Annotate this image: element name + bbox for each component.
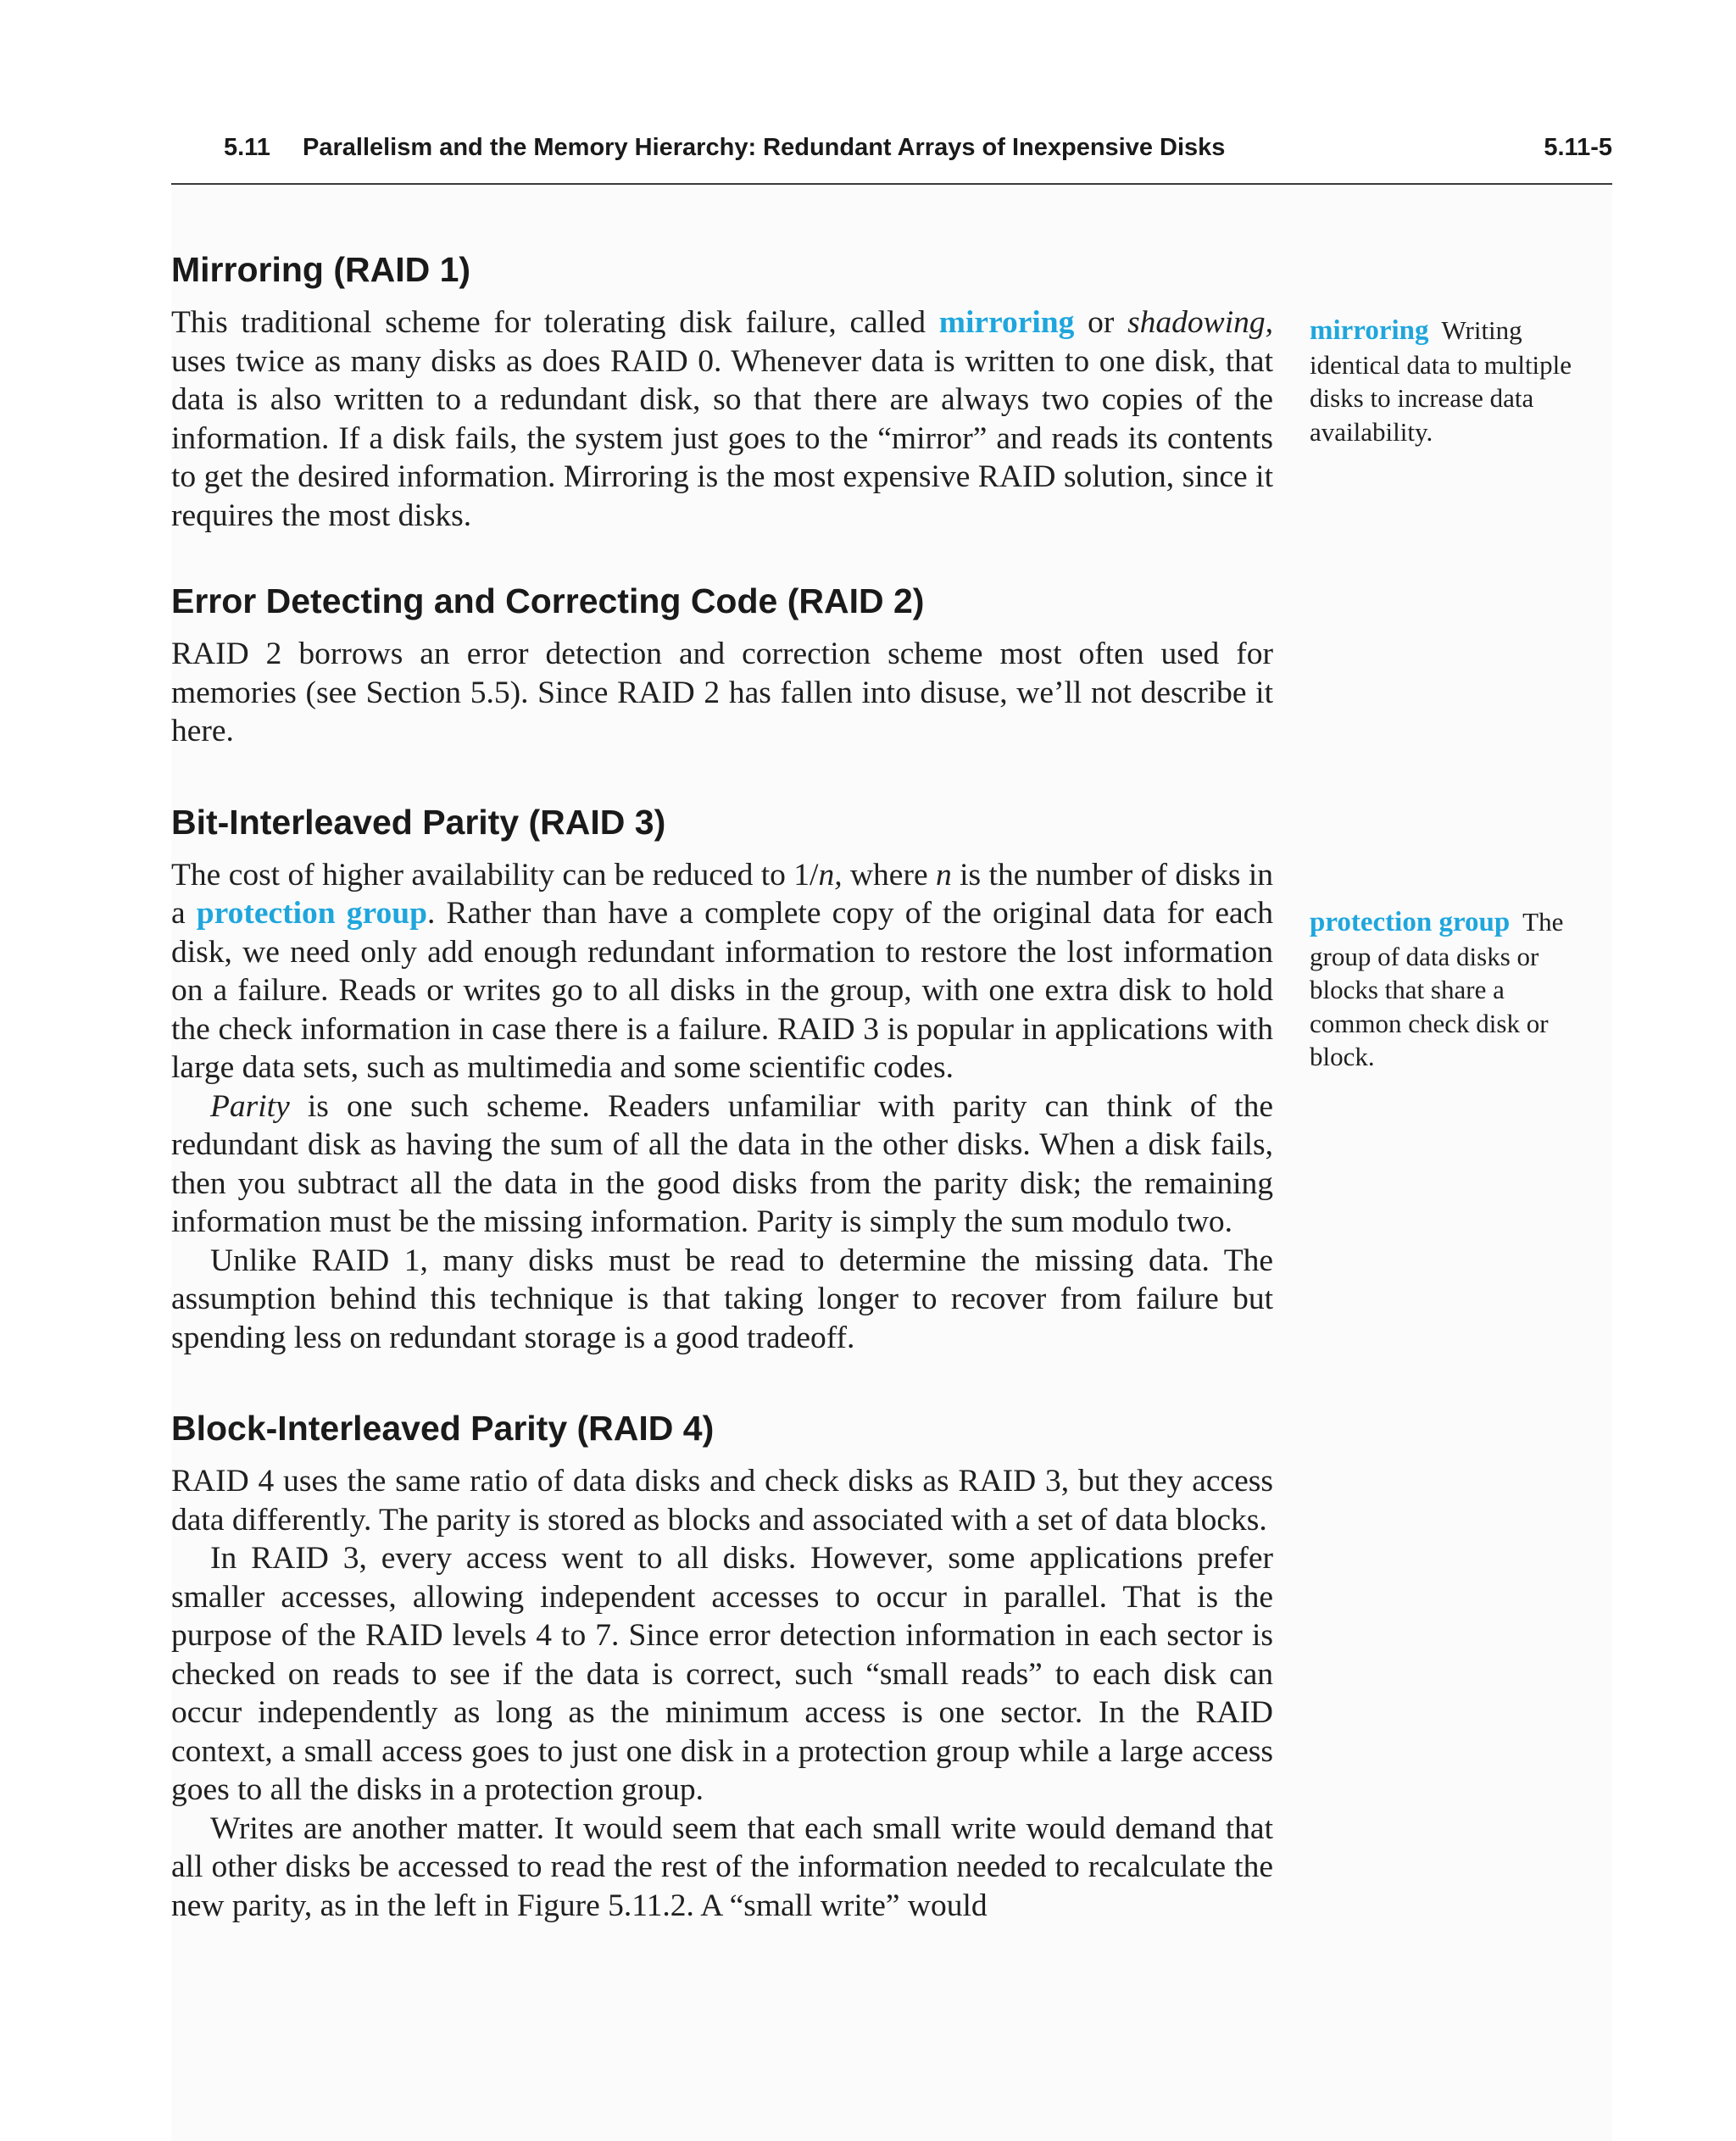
margin-note-mirroring bbox=[1310, 314, 1602, 448]
text-run: is the number of disks in a bbox=[171, 857, 1273, 931]
text-run: . Rather than have a complete copy of the original data for each disk, we need only add enough redundant information to restore the lost information on a failure. Reads or writes go to all disks in the group, with one extra disk to hold the check information in case there is a failure. RAID 3 is popular in applications with large data sets, such as multimedia and some scientific codes. bbox=[171, 896, 1273, 1085]
heading-raid2: Error Detecting and Correcting Code (RAID 2) bbox=[171, 581, 925, 620]
heading-raid4: Block-Interleaved Parity (RAID 4) bbox=[171, 1409, 715, 1448]
paragraph-raid4-1: RAID 4 uses the same ratio of data disks and check disks as RAID 3, but they access data differently. The parity is stored as blocks and associated with a set of data blocks. bbox=[171, 1464, 1273, 1538]
text-run: or bbox=[1074, 305, 1128, 340]
paragraph-raid2: RAID 2 borrows an error detection and correction scheme most often used for memories (see Section 5.5). Since RAID 2 has fallen into disuse, we’ll not describe it here. bbox=[171, 637, 1273, 748]
key-term-mirroring: mirroring bbox=[938, 305, 1075, 340]
italic-n: n bbox=[935, 857, 952, 893]
text-run: uses twice as many disks as does RAID 0. Whenever data is written to one disk, that data is also written to a redundant disk, so that there are always two copies of the information. If a disk fails, the system just goes to the “mirror” and reads its contents to get the desired information. Mirroring is the most expensive RAID solution, since it requires the most disks. bbox=[171, 343, 1273, 533]
margin-definition-mirroring: Writing identical data to multiple disks to increase data availability. bbox=[1310, 315, 1572, 447]
margin-term-mirroring: mirroring bbox=[1310, 315, 1429, 346]
header-section-number: 5.11 bbox=[224, 134, 270, 161]
text-run: where bbox=[842, 857, 936, 893]
heading-raid1: Mirroring (RAID 1) bbox=[171, 250, 471, 289]
text-run: This traditional scheme for tolerating disk failure, called bbox=[171, 305, 939, 340]
paragraph-raid4-2: In RAID 3, every access went to all disks. However, some applications prefer smaller accesses, allowing independent accesses to occur in parallel. That is the purpose of the RAID levels 4 to 7. Since error detection information in each sector is checked on reads to see if the data is correct, such “small reads” to each disk can occur independently as long as the minimum access is one sector. In the RAID context, a small access goes to just one disk in a protection group while a large access goes to all the disks in a protection group. bbox=[171, 1541, 1273, 1807]
margin-note-protection-group bbox=[1310, 905, 1602, 1074]
main-text-column bbox=[171, 246, 1273, 1925]
paragraph-raid1 bbox=[171, 303, 1273, 535]
italic-n: n, bbox=[818, 857, 843, 893]
heading-raid3: Bit-Interleaved Parity (RAID 3) bbox=[171, 802, 666, 842]
italic-shadowing: shadowing, bbox=[1127, 305, 1273, 340]
italic-parity: Parity bbox=[210, 1088, 290, 1124]
paragraph-raid3-1 bbox=[171, 856, 1273, 1087]
text-run: The cost of higher availability can be reduced to 1/ bbox=[171, 857, 819, 893]
paragraph-raid3-3: Unlike RAID 1, many disks must be read to determine the missing data. The assumption behind this technique is that taking longer to recover from failure but spending less on redundant storage is a good tradeoff. bbox=[171, 1243, 1273, 1355]
key-term-protection-group: protection group bbox=[196, 896, 427, 931]
running-header bbox=[171, 132, 1612, 185]
paragraph-raid4-3: Writes are another matter. It would seem that each small write would demand that all other disks be accessed to read the rest of the information needed to recalculate the new parity, as in the left in Figure 5.11.2. A “small write” would bbox=[171, 1810, 1273, 1923]
paragraph-raid3-2 bbox=[171, 1087, 1273, 1242]
margin-term-protection-group: protection group bbox=[1310, 907, 1511, 937]
page-number: 5.11-5 bbox=[1544, 134, 1612, 161]
margin-definition-protection-group: The group of data disks or blocks that share a common check disk or block. bbox=[1310, 907, 1564, 1071]
header-section-title: Parallelism and the Memory Hierarchy: Redundant Arrays of Inexpensive Disks bbox=[303, 134, 1226, 161]
text-run: is one such scheme. Readers unfamiliar with parity can think of the redundant disk as having the sum of all the data in the other disks. When a disk fails, then you subtract all the data in the good disks from the parity disk; the remaining information must be the missing information. Parity is simply the sum modulo two. bbox=[171, 1088, 1273, 1239]
